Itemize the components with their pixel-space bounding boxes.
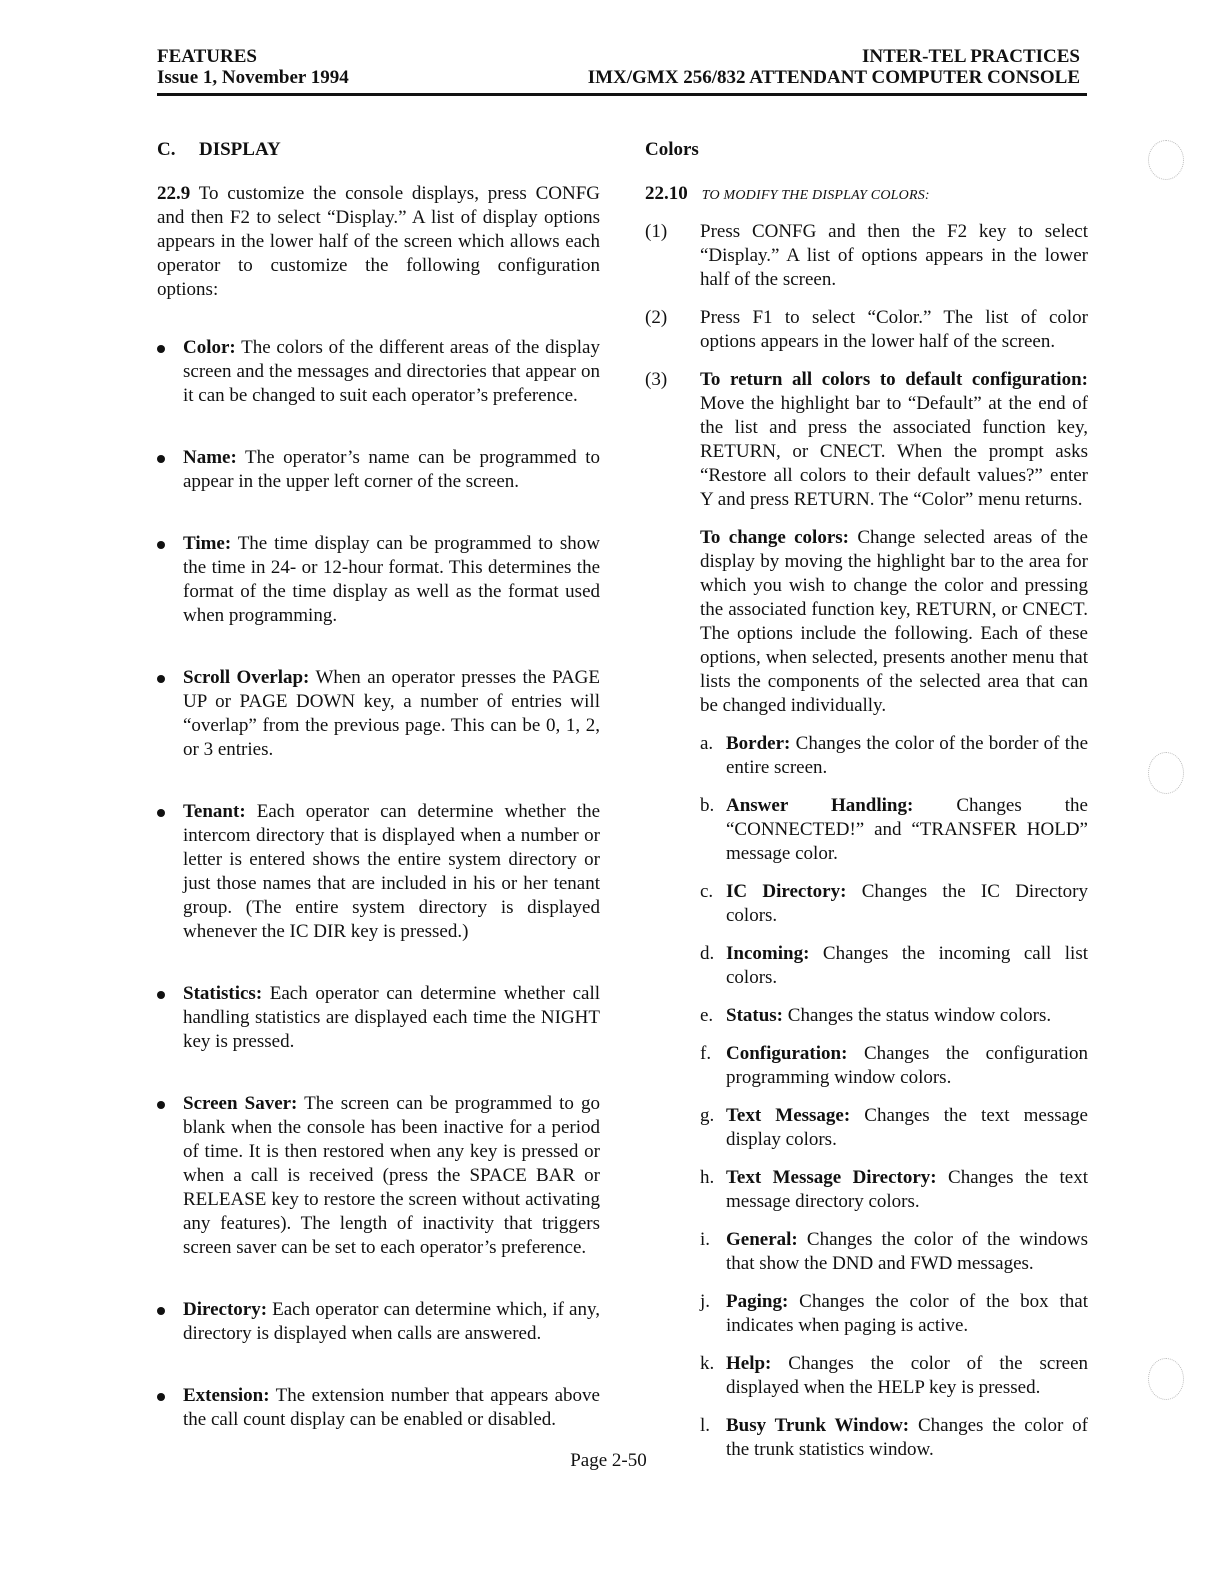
option-text: Each operator can determine which, if any, directory is displayed when calls are answered. <box>183 1299 601 1344</box>
list-item <box>700 794 1088 866</box>
option-text: The screen can be programmed to go blank when the console has been inactive for a period of time. It is then restored when any key is pressed or when a call is received (press the SPACE BAR or RELEASE key to restore the screen without activating any features). The length of inactivity that triggers screen saver can be set to each operator’s preference. <box>183 1093 600 1258</box>
list-item <box>700 880 1088 928</box>
step-text: Move the highlight bar to “Default” at the end of the list and press the associated function key, RETURN, or CNECT. When the prompt asks “Restore all colors to their default values?” enter Y and press RETURN. The “Color” menu returns. <box>700 393 1088 510</box>
item-term: Status: <box>726 1005 784 1026</box>
list-item <box>700 1166 1088 1214</box>
list-item <box>645 220 1088 292</box>
section-letter: C. <box>157 139 176 160</box>
list-item <box>157 1298 600 1346</box>
list-item <box>157 446 600 494</box>
item-text: Changes the color of the trunk statistics window. <box>726 1415 1089 1460</box>
header-section: FEATURES <box>157 46 257 67</box>
step-marker: (2) <box>645 307 668 328</box>
colors-heading: Colors <box>645 139 699 160</box>
item-marker: i. <box>700 1229 711 1250</box>
list-item <box>157 336 600 408</box>
list-item <box>700 1104 1088 1152</box>
item-term: Border: <box>726 733 791 754</box>
item-text: Changes the text message display colors. <box>726 1105 1088 1150</box>
intro-text: To customize the console displays, press CONFG and then F2 to select “Display.” A list of display options appears in the lower half of the screen which allows each operator to customize the following configuration options: <box>157 183 600 300</box>
option-text: The extension number that appears above the call count display can be enabled or disabled. <box>183 1385 600 1430</box>
left-column <box>157 138 600 1470</box>
option-term: Time: <box>183 533 232 554</box>
item-term: General: <box>726 1229 798 1250</box>
item-term: Text Message Directory: <box>726 1167 937 1188</box>
item-marker: a. <box>700 733 714 754</box>
header-rule <box>157 93 1087 96</box>
list-item <box>700 1290 1088 1338</box>
item-term: Help: <box>726 1353 772 1374</box>
item-text: Changes the color of the border of the entire screen. <box>726 733 1089 778</box>
item-text: Changes the IC Directory colors. <box>726 881 1088 926</box>
option-term: Directory: <box>183 1299 268 1320</box>
procedure-title: TO MODIFY THE DISPLAY COLORS: <box>701 188 930 203</box>
item-text: Changes the configuration programming window colors. <box>726 1043 1088 1088</box>
item-text: Changes the text message directory colors. <box>726 1167 1088 1212</box>
option-term: Color: <box>183 337 236 358</box>
intro-paragraph <box>157 182 600 302</box>
item-marker: f. <box>700 1043 712 1064</box>
item-marker: l. <box>700 1415 711 1436</box>
list-item <box>700 1004 1088 1028</box>
item-marker: d. <box>700 943 715 964</box>
option-term: Scroll Overlap: <box>183 667 310 688</box>
list-item <box>157 1092 600 1260</box>
list-item <box>157 532 600 628</box>
list-item <box>700 732 1088 780</box>
item-term: Incoming: <box>726 943 810 964</box>
option-term: Screen Saver: <box>183 1093 298 1114</box>
list-item <box>157 982 600 1054</box>
change-colors-text: Change selected areas of the display by moving the highlight bar to the area for which you wish to change the color and pressing the associated function key, RETURN, or CNECT. The options include the following. Each of these options, when selected, presents another menu that lists the components of the selected area that can be changed individually. <box>700 527 1088 716</box>
change-colors-paragraph <box>645 526 1088 718</box>
step-marker: (1) <box>645 221 668 242</box>
scan-speck <box>1148 1358 1184 1400</box>
item-term: Answer Handling: <box>726 795 914 816</box>
option-text: When an operator presses the PAGE UP or PAGE DOWN key, a number of entries will “overlap” from the previous page. This can be 0, 1, 2, or 3 entries. <box>183 667 600 760</box>
item-marker: k. <box>700 1353 715 1374</box>
header-left <box>157 46 349 88</box>
option-text: The time display can be programmed to show the time in 24- or 12-hour format. This determines the format of the time display as well as the format used when programming. <box>183 533 600 626</box>
list-item <box>700 1228 1088 1276</box>
header-manual-title: IMX/GMX 256/832 ATTENDANT COMPUTER CONSOLE <box>587 67 1080 88</box>
item-marker: b. <box>700 795 715 816</box>
display-options-list <box>157 336 600 1432</box>
procedure-intro <box>645 182 1088 208</box>
item-marker: j. <box>700 1291 711 1312</box>
paragraph-number: 22.9 <box>157 183 191 204</box>
section-title: DISPLAY <box>199 139 281 160</box>
header-right <box>588 46 1080 88</box>
list-item <box>700 942 1088 990</box>
step-marker: (3) <box>645 369 668 390</box>
item-text: Changes the color of the screen displayed when the HELP key is pressed. <box>726 1353 1089 1398</box>
step-text: Press F1 to select “Color.” The list of color options appears in the lower half of the screen. <box>700 307 1088 352</box>
item-marker: h. <box>700 1167 715 1188</box>
option-term: Extension: <box>183 1385 270 1406</box>
item-term: Paging: <box>726 1291 789 1312</box>
paragraph-number: 22.10 <box>645 183 688 204</box>
option-term: Tenant: <box>183 801 246 822</box>
item-term: Configuration: <box>726 1043 848 1064</box>
list-item <box>645 306 1088 354</box>
procedure-steps <box>645 220 1088 512</box>
item-marker: e. <box>700 1005 714 1026</box>
item-text: Changes the color of the windows that show the DND and FWD messages. <box>726 1229 1089 1274</box>
color-areas-list <box>645 732 1088 1462</box>
option-term: Statistics: <box>183 983 263 1004</box>
step-bold: To return all colors to default configuration: <box>700 369 1088 390</box>
item-term: IC Directory: <box>726 881 847 902</box>
item-text: Changes the incoming call list colors. <box>726 943 1089 988</box>
item-term: Text Message: <box>726 1105 851 1126</box>
header-publisher: INTER-TEL PRACTICES <box>861 46 1080 67</box>
option-text: The colors of the different areas of the display screen and the messages and directories that appear on it can be changed to suit each operator’s preference. <box>183 337 600 406</box>
scan-speck <box>1148 140 1184 180</box>
option-text: The operator’s name can be programmed to appear in the upper left corner of the screen. <box>183 447 600 492</box>
list-item <box>700 1352 1088 1400</box>
item-text: Changes the color of the box that indicates when paging is active. <box>726 1291 1088 1336</box>
right-column <box>645 138 1088 1476</box>
item-marker: c. <box>700 881 714 902</box>
list-item <box>645 368 1088 512</box>
scan-speck <box>1148 752 1184 794</box>
list-item <box>157 666 600 762</box>
item-term: Busy Trunk Window: <box>726 1415 910 1436</box>
section-heading <box>157 138 600 162</box>
option-text: Each operator can determine whether call handling statistics are displayed each time the NIGHT key is pressed. <box>183 983 601 1052</box>
list-item <box>157 800 600 944</box>
item-text: Changes the status window colors. <box>787 1005 1052 1026</box>
step-text: Press CONFG and then the F2 key to select “Display.” A list of options appears in the lower half of the screen. <box>700 221 1088 290</box>
header-issue: Issue 1, November 1994 <box>157 67 349 88</box>
change-colors-term: To change colors: <box>700 527 849 548</box>
option-text: Each operator can determine whether the intercom directory that is displayed when a number or letter is entered shows the entire system directory or just those names that are included in his or her tenant group. (The entire system directory is displayed whenever the IC DIR key is pressed.) <box>183 801 600 942</box>
list-item <box>157 1384 600 1432</box>
item-marker: g. <box>700 1105 715 1126</box>
page-number: Page 2-50 <box>570 1450 647 1471</box>
list-item <box>700 1042 1088 1090</box>
option-term: Name: <box>183 447 237 468</box>
item-text: Changes the “CONNECTED!” and “TRANSFER HOLD” message color. <box>726 795 1088 864</box>
